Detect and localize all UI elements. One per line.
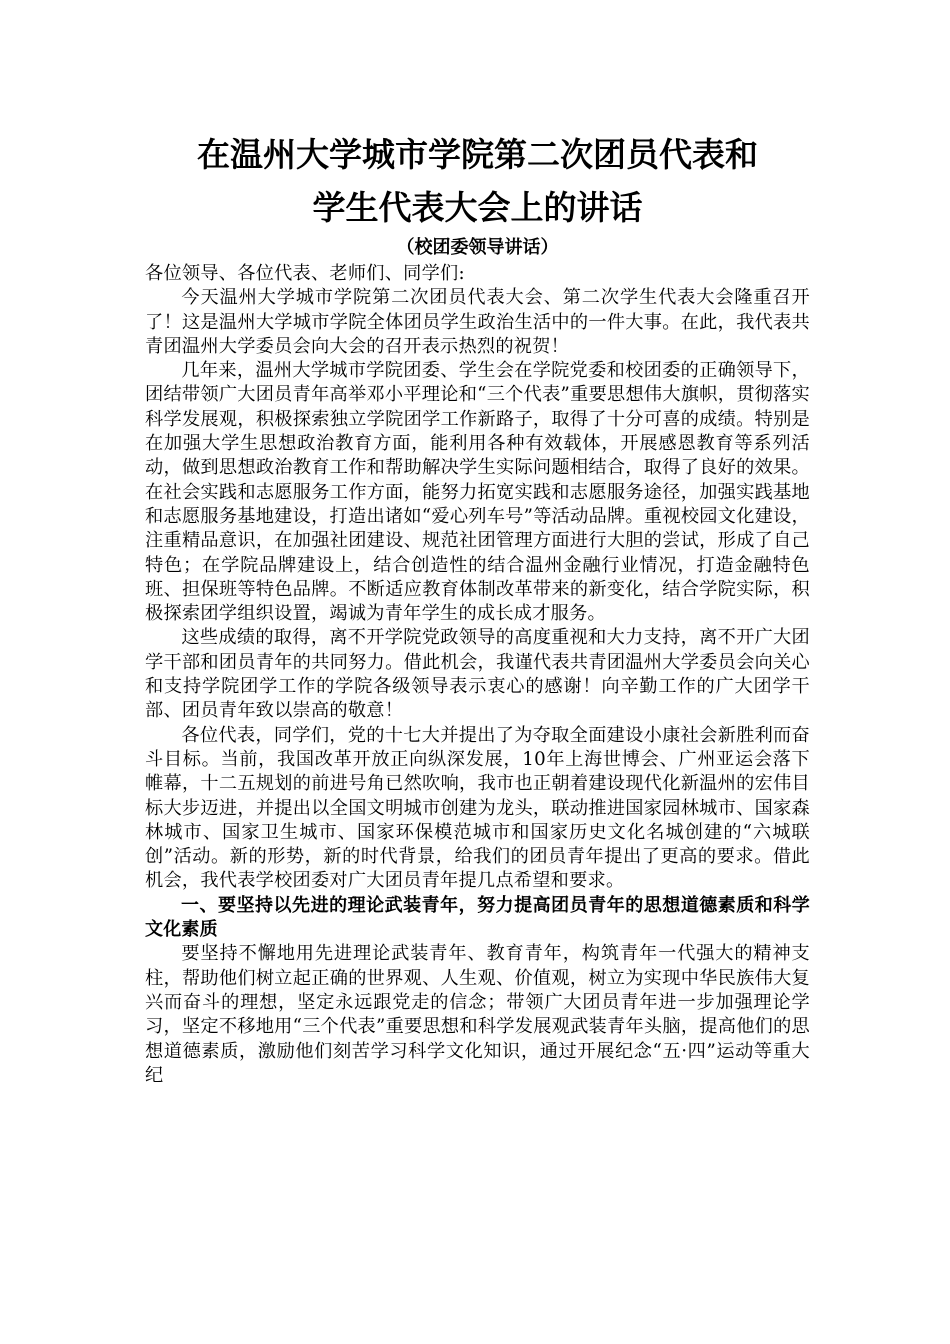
paragraph-2: 几年来，温州大学城市学院团委、学生会在学院党委和校团委的正确领导下，团结带领广大团员青年高举邓小平理论和“三个代表”重要思想伟大旗帜，贯彻落实科学发展观，积极探索独立学院团学工作新路子，取得了十分可喜的成绩。特别是在加强大学生思想政治教育方面，能利用各种有效载体，开展感恩教育等系列活动，做到思想政治教育工作和帮助解决学生实际问题相结合，取得了良好的效果。在社会实践和志愿服务工作方面，能努力拓宽实践和志愿服务途径，加强实践基地和志愿服务基地建设，打造出诸如“爱心列车号”等活动品牌。重视校园文化建设，注重精品意识，在加强社团建设、规范社团管理方面进行大胆的尝试，形成了自己特色；在学院品牌建设上，结合创造性的结合温州金融行业情况，打造金融特色班、担保班等特色品牌。不断适应教育体制改革带来的新变化，结合学院实际，积极探索团学组织设置，竭诚为青年学生的成长成才服务。: [145, 360, 810, 625]
document-body: [145, 262, 810, 1088]
document-title: [145, 128, 810, 234]
paragraph-4: 各位代表，同学们，党的十七大并提出了为夺取全面建设小康社会新胜利而奋斗目标。当前，我国改革开放正向纵深发展，10年上海世博会、广州亚运会落下帷幕，十二五规划的前进号角已然吹响，我市也正朝着建设现代化新温州的宏伟目标大步迈进，并提出以全国文明城市创建为龙头，联动推进国家园林城市、国家森林城市、国家卫生城市、国家环保模范城市和国家历史文化名城创建的“六城联创”活动。新的形势，新的时代背景，给我们的团员青年提出了更高的要求。借此机会，我代表学校团委对广大团员青年提几点希望和要求。: [145, 724, 810, 892]
title-line-2: 学生代表大会上的讲话: [312, 188, 643, 227]
document-page: [145, 128, 810, 1088]
document-subtitle: （校团委领导讲话）: [396, 237, 559, 258]
paragraph-1: 今天温州大学城市学院第二次团员代表大会、第二次学生代表大会隆重召开了！这是温州大学城市学院全体团员学生政治生活中的一件大事。在此，我代表共青团温州大学委员会向大会的召开表示热烈的祝贺！: [145, 287, 810, 357]
title-line-1: 在温州大学城市学院第二次团员代表和: [197, 135, 758, 174]
salutation: 各位领导、各位代表、老师们、同学们:: [145, 263, 465, 284]
paragraph-3: 这些成绩的取得，离不开学院党政领导的高度重视和大力支持，离不开广大团学干部和团员青年的共同努力。借此机会，我谨代表共青团温州大学委员会向关心和支持学院团学工作的学院各级领导表示衷心的感谢！向辛勤工作的广大团学干部、团员青年致以崇高的敬意！: [145, 627, 810, 722]
section-heading-1: 一、要坚持以先进的理论武装青年，努力提高团员青年的思想道德素质和科学文化素质: [145, 894, 810, 941]
section-paragraph-1: 要坚持不懈地用先进理论武装青年、教育青年，构筑青年一代强大的精神支柱，帮助他们树立起正确的世界观、人生观、价值观，树立为实现中华民族伟大复兴而奋斗的理想，坚定永远跟党走的信念；带领广大团员青年进一步加强理论学习，坚定不移地用“三个代表”重要思想和科学发展观武装青年头脑，提高他们的思想道德素质，激励他们刻苦学习科学文化知识，通过开展纪念“五·四”运动等重大纪: [145, 943, 810, 1086]
